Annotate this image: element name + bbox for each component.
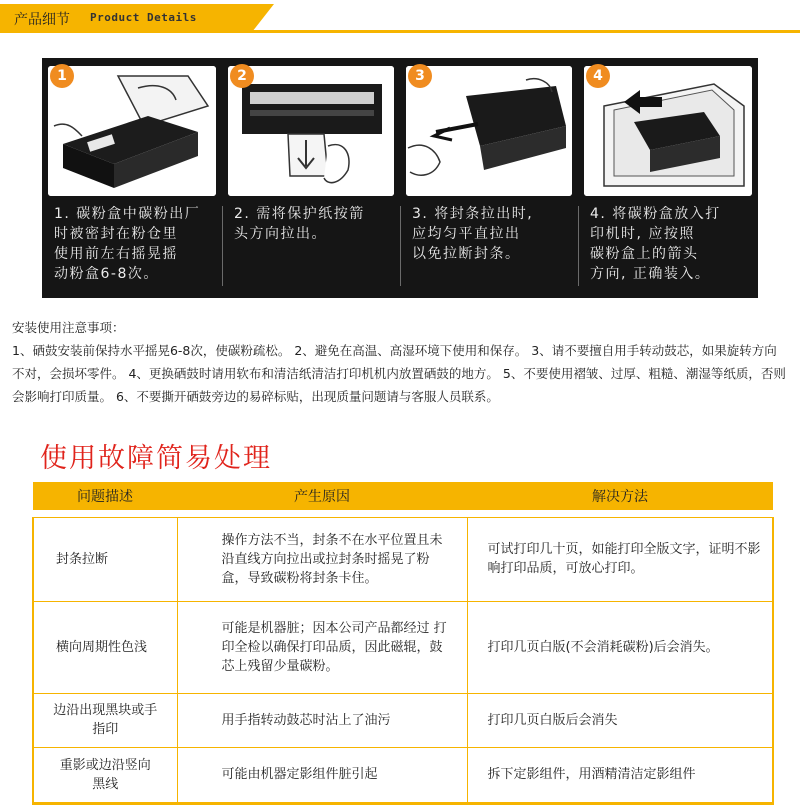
- step-4-number-badge: 4: [586, 64, 610, 88]
- column-header-solution: 解决方法: [467, 482, 773, 510]
- step-4-text: 4. 将碳粉盒放入打 印机时, 应按照 碳粉盒上的箭头 方向, 正确装入。: [590, 206, 721, 282]
- column-header-problem: 问题描述: [33, 482, 177, 510]
- usage-notes: [12, 316, 788, 408]
- table-row: [33, 747, 773, 803]
- step-3-illustration: [406, 66, 572, 196]
- cause-cell: 可能是机器脏；因本公司产品都经过 打印全检以确保打印品质，因此磁辊，鼓芯上残留少量碳粉。: [221, 620, 447, 674]
- table-row: [33, 601, 773, 693]
- problem-cell: 横向周期性色浅: [56, 639, 148, 655]
- section-title-en: Product Details: [90, 11, 197, 24]
- step-4-illustration: [584, 66, 752, 196]
- step-divider: [400, 206, 401, 286]
- step-4: [578, 58, 758, 298]
- section-title-cn: 产品细节: [14, 12, 70, 28]
- cause-cell: 操作方法不当，封条不在水平位置且未沿直线方向拉出或拉封条时摇晃了粉盒，导致碳粉将封条卡住。: [221, 532, 443, 586]
- problem-cell: 封条拉断: [56, 551, 109, 567]
- usage-notes-heading: 安装使用注意事项：: [12, 320, 125, 335]
- table-row: [33, 517, 773, 601]
- step-1: [42, 58, 222, 298]
- problem-cell: 重影或边沿竖向黑线: [59, 757, 151, 792]
- step-1-text: 1. 碳粉盒中碳粉出厂 时被密封在粉仓里 使用前左右摇晃摇 动粉盒6-8次。: [54, 206, 201, 282]
- solution-cell: 可试打印几十页，如能打印全版文字，证明不影响打印品质，可放心打印。: [487, 542, 761, 576]
- column-header-cause: 产生原因: [177, 482, 467, 510]
- problem-cell: 边沿出现黑块或手指印: [53, 703, 158, 737]
- table-row: [33, 693, 773, 747]
- step-divider: [578, 206, 579, 286]
- solution-cell: 拆下定影组件，用酒精清洁定影组件: [487, 767, 696, 782]
- cause-cell: 可能由机器定影组件脏引起: [221, 767, 378, 782]
- step-1-number-badge: 1: [50, 64, 74, 88]
- step-2-number-badge: 2: [230, 64, 254, 88]
- header-underline: [0, 30, 800, 33]
- step-3-text: 3. 将封条拉出时, 应均匀平直拉出 以免拉断封条。: [412, 206, 534, 262]
- section-header: [0, 0, 800, 38]
- solution-cell: 打印几页白版(不会消耗碳粉)后会消失。: [487, 639, 719, 655]
- step-3-number-badge: 3: [408, 64, 432, 88]
- step-2-illustration: [228, 66, 394, 196]
- troubleshooting-table: [32, 482, 774, 805]
- cause-cell: 用手指转动鼓芯时沾上了油污: [221, 712, 391, 728]
- step-2-text: 2. 需将保护纸按箭 头方向拉出。: [234, 206, 365, 242]
- step-3: [400, 58, 578, 298]
- step-1-illustration: [48, 66, 216, 196]
- usage-notes-body: 1、硒鼓安装前保持水平摇晃6-8次，使碳粉疏松。 2、避免在高温、高湿环境下使用和保存。 3、请不要擅自用手转动鼓芯，如果旋转方向不对，会损坏零件。 4、更换硒鼓时请用软布和清洁纸清洁打印机机内放置硒鼓的地方。 5、不要使用褶皱、过厚、粗糙、潮湿等纸质，否则会影响打印质量。 6、不要撕开硒鼓旁边的易碎标贴，出现质量问题请与客服人员联系。: [12, 343, 786, 404]
- troubleshooting-title: 使用故障简易处理: [40, 443, 272, 474]
- installation-steps-panel: [42, 58, 758, 298]
- step-2: [222, 58, 400, 298]
- solution-cell: 打印几页白版后会消失: [487, 712, 618, 728]
- step-divider: [222, 206, 223, 286]
- table-header-row: [33, 482, 773, 510]
